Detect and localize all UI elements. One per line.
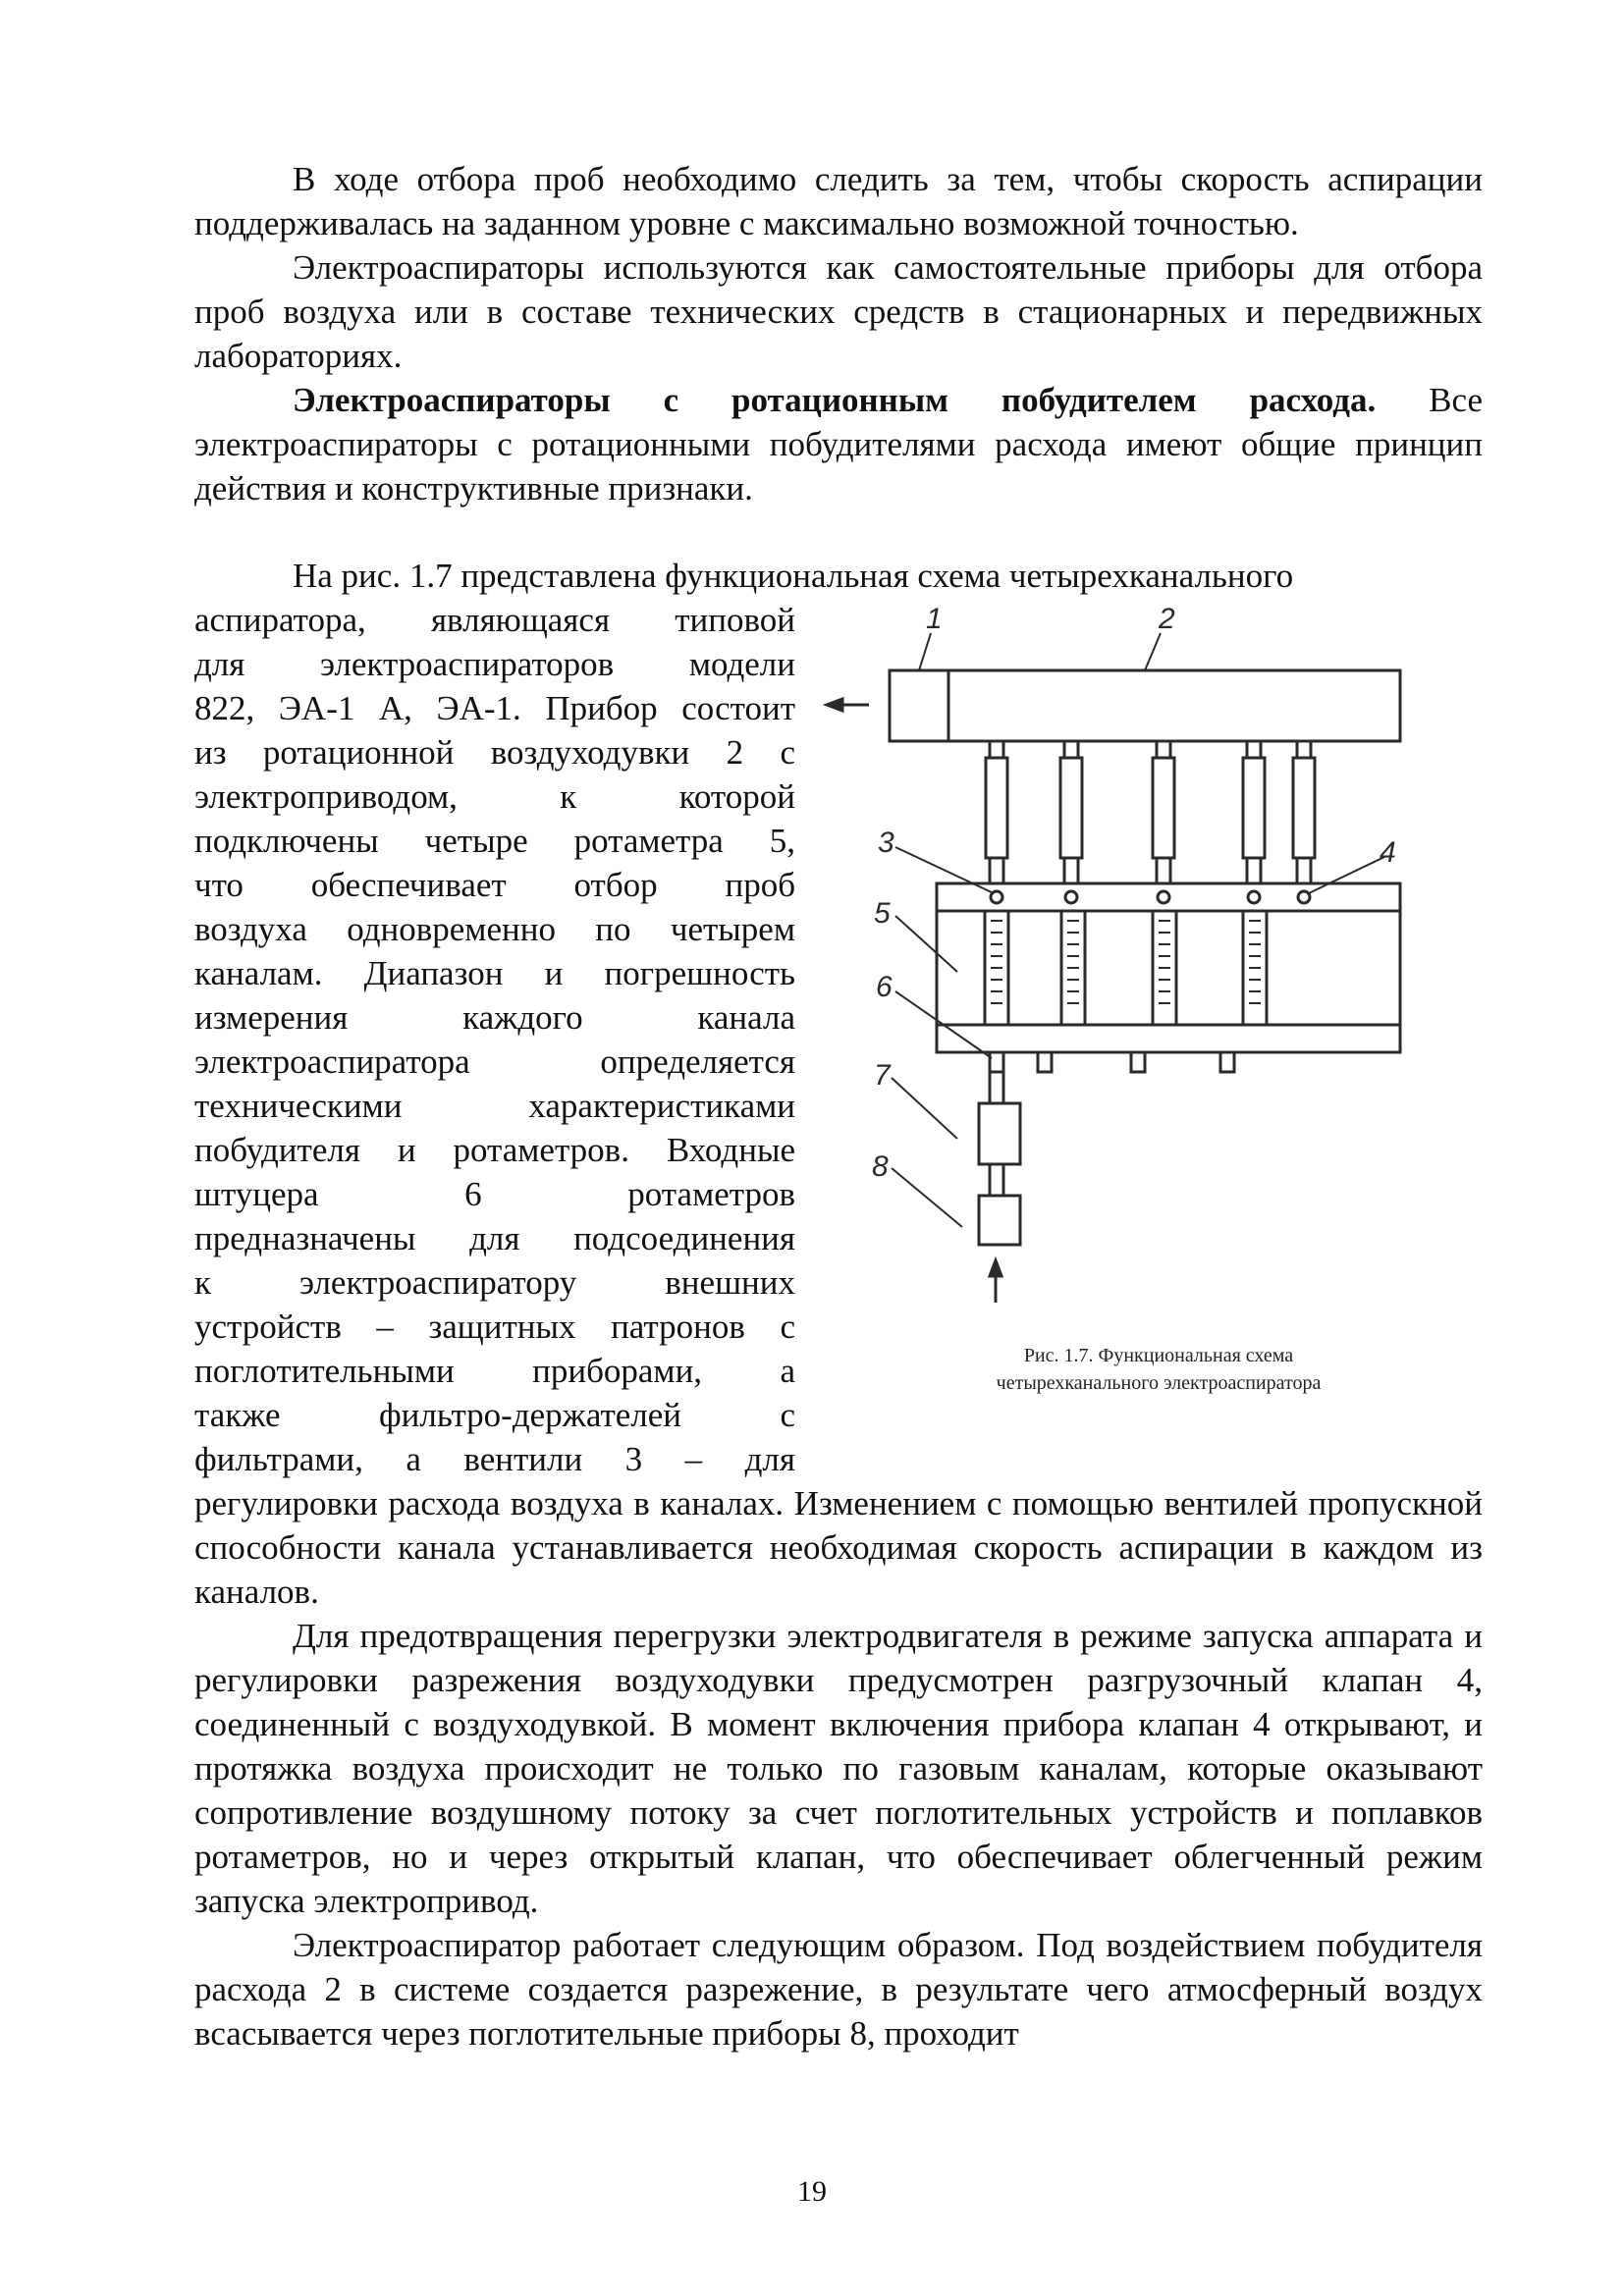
paragraph-rotary-section bbox=[194, 378, 1483, 510]
figure-caption-line-1: Рис. 1.7. Функциональная схема bbox=[1023, 1345, 1294, 1366]
inlet-fittings bbox=[990, 1052, 1234, 1072]
figure-intro-text: На рис. 1.7 представлена функциональная схема четырехканального bbox=[293, 557, 1294, 595]
paragraph-operation: Электроаспиратор работает следующим образом. Под воздействием побудителя расхода 2 в системе создается разрежение, в результате чего атмосферный воздух всасывается через поглотительные приборы 8, проходит bbox=[194, 1926, 1483, 2053]
paragraph-unloading-valve: Для предотвращения перегрузки электродвигателя в режиме запуска аппарата и регулировки разрежения воздуходувки предусмотрен разгрузочный клапан 4, соединенный с воздуходувкой. В момент включения прибора клапан 4 открывают, и протяжка воздуха происходит не только по газовым каналам, которые оказывают сопротивление воздушному потоку за счет поглотительных устройств и поплавков ротаметров, но и через открытый клапан, что обеспечивает облегченный режим запуска электропривод. bbox=[194, 1617, 1483, 1920]
label-6: 6 bbox=[876, 971, 893, 1003]
wrapped-line: устройств – защитных патронов с bbox=[194, 1308, 795, 1346]
label-7: 7 bbox=[874, 1059, 891, 1092]
wrapped-line: воздуха одновременно по четырем bbox=[194, 910, 795, 948]
paragraph-electroaspirators-usage: Электроаспираторы используются как самостоятельные приборы для отбора проб воздуха или в составе технических средств в стационарных и передвижных лабораториях. bbox=[194, 248, 1483, 375]
page-number: 19 bbox=[797, 2175, 827, 2208]
label-5: 5 bbox=[874, 897, 891, 930]
wrapped-line: штуцера 6 ротаметров bbox=[194, 1175, 795, 1213]
leader-lines bbox=[892, 633, 1386, 1227]
paragraph-sampling-speed: В ходе отбора проб необходимо следить за тем, чтобы скорость аспирации поддерживалась на заданном уровне с максимально возможной точностью. bbox=[194, 160, 1483, 242]
absorber bbox=[979, 1196, 1020, 1245]
wrapped-line: 822, ЭА-1 А, ЭА-1. Прибор состоит bbox=[194, 689, 795, 727]
wrapped-line: для электроаспираторов модели bbox=[194, 645, 795, 683]
wrapped-line: предназначены для подсоединения bbox=[194, 1219, 795, 1257]
wrapped-line: к электроаспиратору внешних bbox=[194, 1263, 795, 1302]
label-2: 2 bbox=[1159, 603, 1175, 635]
section-heading: Электроаспираторы с ротационным побудителем расхода. bbox=[293, 381, 1377, 419]
figure-caption-line-2: четырехканального электроаспиратора bbox=[996, 1372, 1322, 1394]
label-8: 8 bbox=[872, 1150, 889, 1183]
section-text: Все электроаспираторы с ротационными побудителями расхода имеют общие принцип действия и конструктивные признаки. bbox=[194, 381, 1484, 507]
paragraph-continuation: регулировки расхода воздуха в каналах. Изменением с помощью вентилей пропускной способности канала устанавливается необходимая скорость аспирации в каждом из каналов. bbox=[194, 1484, 1483, 1611]
label-3: 3 bbox=[878, 827, 894, 859]
label-1: 1 bbox=[926, 603, 943, 635]
wrapped-line: измерения каждого канала bbox=[194, 998, 795, 1037]
wrapped-line: что обеспечивает отбор проб bbox=[194, 866, 795, 904]
blower-housing bbox=[890, 670, 1400, 741]
wrapped-line: также фильтро-держателей с bbox=[194, 1396, 795, 1434]
label-4: 4 bbox=[1380, 836, 1396, 869]
text-block-bottom bbox=[194, 1481, 1483, 2056]
wrapped-line: из ротационной воздуходувки 2 с bbox=[194, 733, 795, 772]
wrapped-line: побудителя и ротаметров. Входные bbox=[194, 1131, 795, 1169]
wrapped-line: поглотительными приборами, а bbox=[194, 1352, 795, 1390]
upper-tubes bbox=[986, 741, 1315, 883]
wrapped-line: техническими характеристиками bbox=[194, 1087, 795, 1125]
wrapped-text-column bbox=[194, 598, 795, 1481]
figure-four-channel-aspirator-diagram bbox=[815, 589, 1424, 1414]
wrapped-line: аспиратора, являющаяся типовой bbox=[194, 601, 795, 639]
wrapped-line: электроаспиратора определяется bbox=[194, 1042, 795, 1081]
figure-caption bbox=[884, 1342, 1434, 1397]
valves bbox=[991, 891, 1310, 903]
inlet-rail bbox=[937, 1025, 1400, 1052]
rotameter-tubes bbox=[985, 911, 1267, 1025]
text-block-top bbox=[194, 157, 1483, 510]
wrapped-line: электроприводом, к которой bbox=[194, 777, 795, 816]
wrapped-line: подключены четыре ротаметра 5, bbox=[194, 822, 795, 860]
filter-holder bbox=[979, 1103, 1020, 1164]
rotameter-scales bbox=[991, 921, 1261, 1003]
wrapped-line: каналам. Диапазон и погрешность bbox=[194, 954, 795, 992]
wrapped-line: фильтрами, а вентили 3 – для bbox=[194, 1440, 795, 1478]
